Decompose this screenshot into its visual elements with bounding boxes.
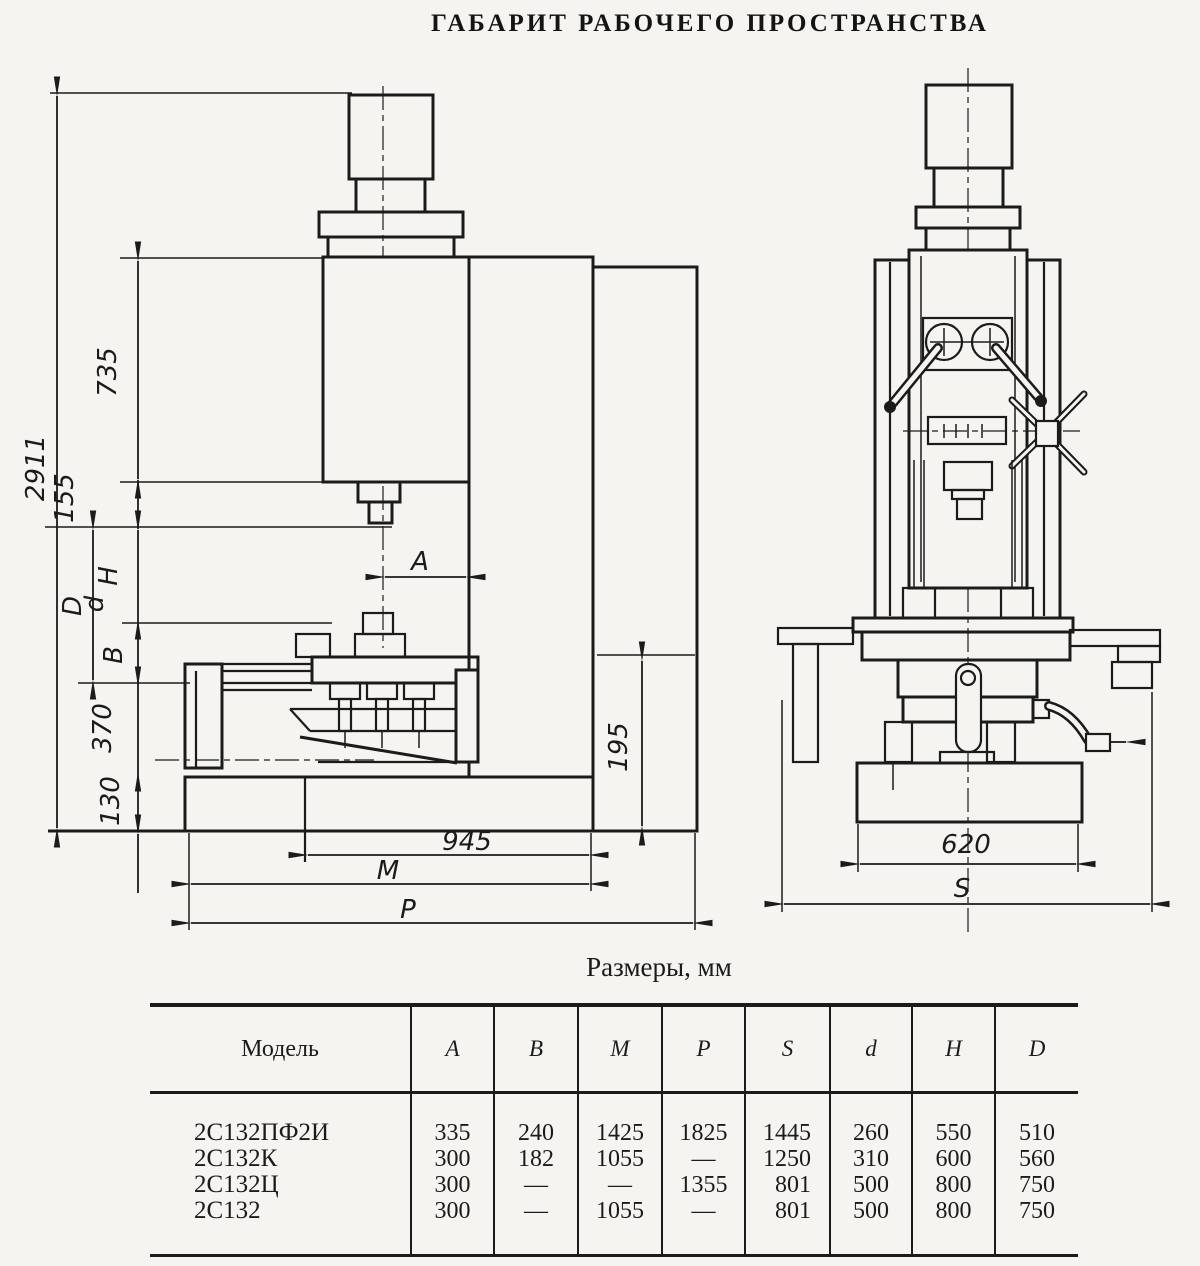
dim-D: D xyxy=(58,595,88,617)
col-header-7: Н xyxy=(912,1005,995,1093)
dim-H: H xyxy=(94,566,124,586)
dim-value: 300 xyxy=(411,1172,494,1198)
dim-quill-stroke: 155 xyxy=(50,473,80,523)
table-caption: Размеры, мм xyxy=(586,952,732,982)
dim-value: 1055 xyxy=(578,1146,662,1172)
dim-floor-gap: 195 xyxy=(604,722,634,772)
slide-foot-right xyxy=(1001,588,1033,618)
elevating-crank xyxy=(1033,700,1126,751)
table-row-0 xyxy=(150,1093,1078,1147)
dim-value: 600 xyxy=(912,1146,995,1172)
spindle-boss xyxy=(358,482,400,502)
left-arm xyxy=(778,628,853,644)
table-header xyxy=(150,1005,1078,1093)
dim-value: 182 xyxy=(494,1146,578,1172)
model-name: 2С132К xyxy=(194,1145,278,1172)
t-slots xyxy=(330,683,434,748)
dim-M: М xyxy=(376,856,400,886)
motor-front xyxy=(349,95,433,179)
dim-value: 801 xyxy=(745,1198,830,1256)
col-header-1: А xyxy=(411,1005,494,1093)
machine-base-side xyxy=(857,763,1082,822)
dim-B: В xyxy=(99,646,129,664)
dim-value: 560 xyxy=(995,1146,1078,1172)
right-arm xyxy=(1070,630,1160,646)
col-header-4: Р xyxy=(662,1005,745,1093)
side-view xyxy=(778,68,1160,935)
knee-leg-left xyxy=(885,722,912,762)
left-arm-bar xyxy=(793,644,818,762)
dim-value: 1445 xyxy=(745,1093,830,1147)
column-front-part xyxy=(469,257,593,777)
work-table xyxy=(312,657,478,683)
dim-value: 800 xyxy=(912,1172,995,1198)
dim-knee-height: 370 xyxy=(88,703,118,753)
knee-leg-right xyxy=(987,722,1015,762)
center-boss-top xyxy=(363,613,393,634)
dim-overall-height: 2911 xyxy=(21,434,51,502)
dim-value: 510 xyxy=(995,1093,1078,1147)
dim-value: 1355 xyxy=(662,1172,745,1198)
table-side-bar xyxy=(456,670,478,762)
dim-value: — xyxy=(494,1172,578,1198)
table-body xyxy=(150,1093,1078,1256)
dim-value: 1055 xyxy=(578,1198,662,1256)
dim-value: 300 xyxy=(411,1198,494,1256)
machine-base-front xyxy=(185,777,593,831)
dim-table-length: 945 xyxy=(442,827,492,857)
dim-base-height: 130 xyxy=(96,776,126,826)
dim-value: 500 xyxy=(830,1198,912,1256)
elevating-screw xyxy=(956,664,981,752)
dim-A: А xyxy=(411,547,429,577)
table-row-1 xyxy=(150,1146,1078,1172)
dimensions-front xyxy=(57,96,693,923)
dim-value: 550 xyxy=(912,1093,995,1147)
front-view xyxy=(21,86,697,930)
dim-value: 1825 xyxy=(662,1093,745,1147)
col-header-3: М xyxy=(578,1005,662,1093)
model-name: 2С132ПФ2И xyxy=(194,1119,330,1146)
dim-value: 750 xyxy=(995,1172,1078,1198)
spindle-head-front xyxy=(323,257,469,482)
lever-knob-left xyxy=(884,401,896,413)
col-header-8: D xyxy=(995,1005,1078,1093)
dim-value: 260 xyxy=(830,1093,912,1147)
side-machine-body xyxy=(778,85,1160,822)
front-machine-body xyxy=(48,95,697,831)
lever-knob-right xyxy=(1035,395,1047,407)
head-cap-front xyxy=(328,237,454,257)
center-boss xyxy=(355,634,405,657)
model-name: 2С132 xyxy=(194,1197,261,1224)
dim-value: 800 xyxy=(912,1198,995,1256)
dim-value: — xyxy=(494,1198,578,1256)
dim-value: 1425 xyxy=(578,1093,662,1147)
dim-value: 1250 xyxy=(745,1146,830,1172)
table-row-2 xyxy=(150,1172,1078,1198)
slide-foot-left xyxy=(903,588,935,618)
spindle-quill xyxy=(369,502,392,523)
dim-value: 300 xyxy=(411,1146,494,1172)
dim-P: Р xyxy=(400,895,416,925)
motor-flange-front xyxy=(319,212,463,237)
dim-value: 500 xyxy=(830,1172,912,1198)
dim-value: — xyxy=(662,1146,745,1172)
dim-value: 801 xyxy=(745,1172,830,1198)
col-header-5: S xyxy=(745,1005,830,1093)
table-row-3 xyxy=(150,1198,1078,1256)
dim-S: S xyxy=(953,874,971,904)
dim-value: — xyxy=(578,1172,662,1198)
dim-head-height: 735 xyxy=(93,347,123,397)
dim-d: d xyxy=(80,595,110,613)
knee-bracket xyxy=(185,664,222,768)
col-header-0: Модель xyxy=(150,1005,411,1093)
col-header-2: В xyxy=(494,1005,578,1093)
page-title: ГАБАРИТ РАБОЧЕГО ПРОСТРАНСТВА xyxy=(431,10,989,37)
dim-value: 310 xyxy=(830,1146,912,1172)
dim-value: 750 xyxy=(995,1198,1078,1256)
clamp-block xyxy=(296,634,330,657)
dim-base-width: 620 xyxy=(941,830,991,860)
dim-value: 335 xyxy=(411,1093,494,1147)
table-side-band xyxy=(862,632,1070,660)
dim-value: — xyxy=(662,1198,745,1256)
motor-side xyxy=(926,85,1012,168)
table-side-top xyxy=(853,618,1073,632)
motor-neck-front xyxy=(356,179,425,212)
knee-wedge xyxy=(300,737,457,763)
dimensions-table xyxy=(150,1003,1078,1257)
dim-value: 240 xyxy=(494,1093,578,1147)
model-name: 2С132Ц xyxy=(194,1171,279,1198)
col-header-6: d xyxy=(830,1005,912,1093)
